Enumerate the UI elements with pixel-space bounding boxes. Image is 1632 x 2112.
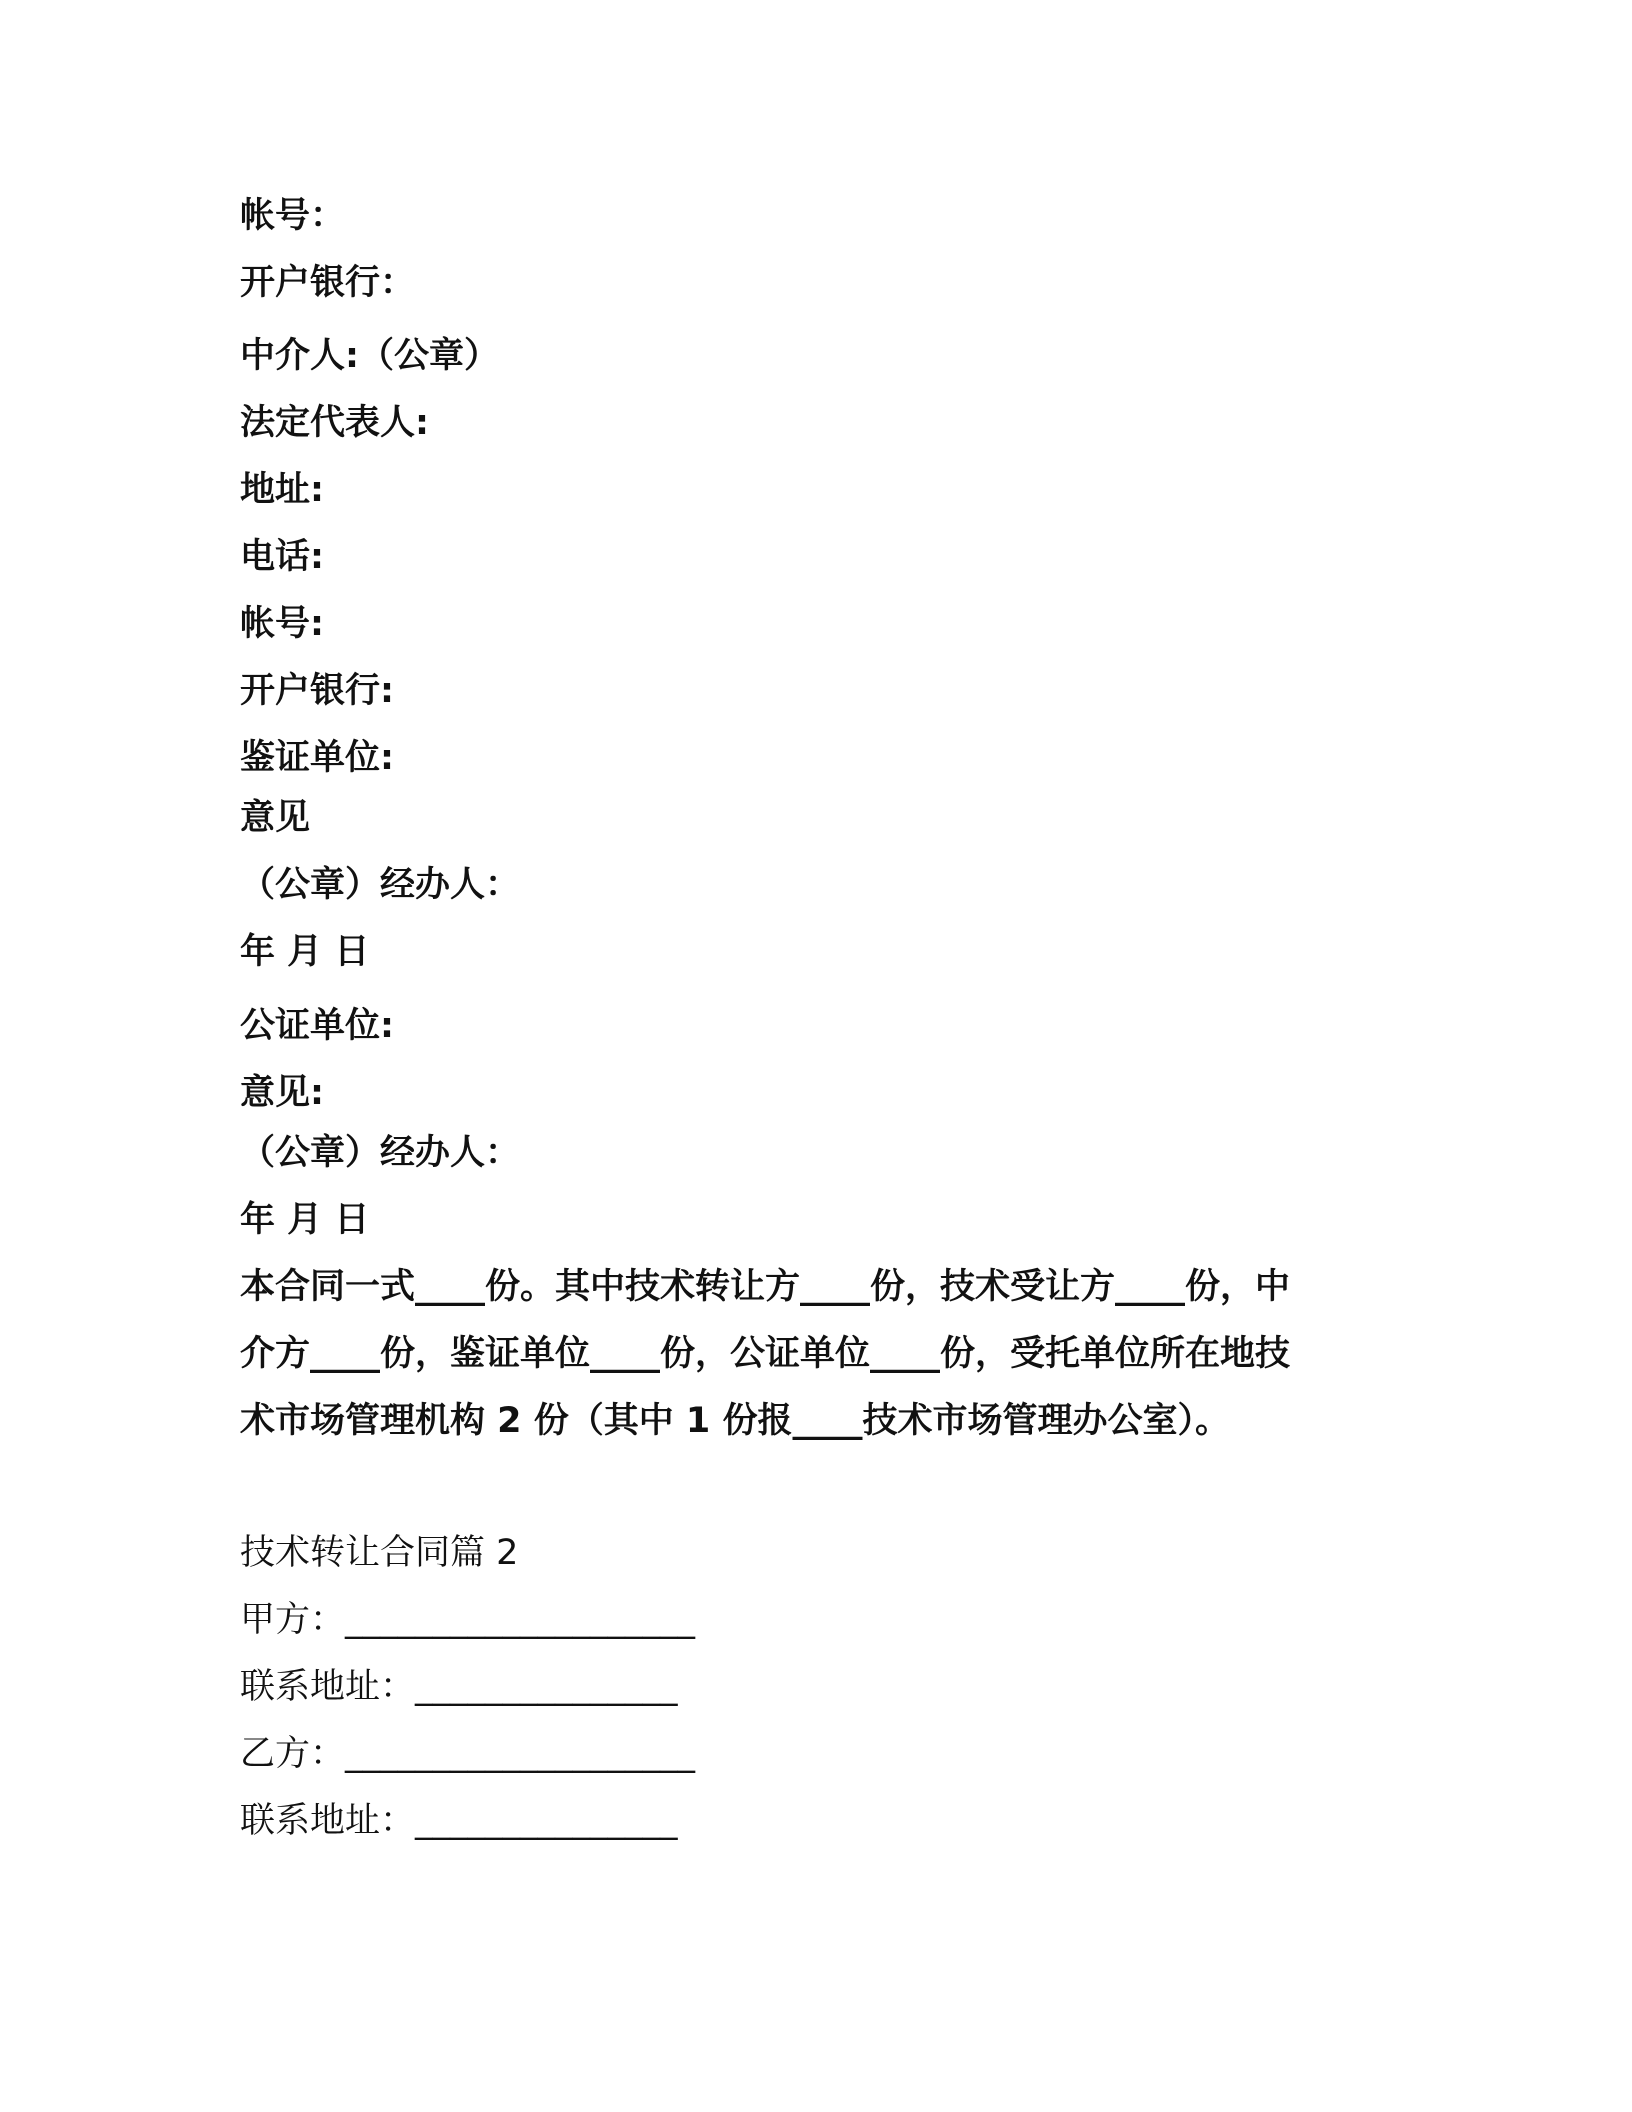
seal-handler-label-2: （公章）经办人： xyxy=(240,1133,521,1173)
account-label: 帐号： xyxy=(240,196,346,236)
party-a-address-field: 联系地址：_______________ xyxy=(240,1667,678,1707)
date-label: 年 月 日 xyxy=(240,932,370,972)
copies-line: 介方____份，鉴证单位____份，公证单位____份，受托单位所在地技 xyxy=(240,1334,1291,1374)
appraisal-unit-label: 鉴证单位: xyxy=(240,738,394,778)
opinion-label-2: 意见: xyxy=(240,1073,324,1113)
date-label-2: 年 月 日 xyxy=(240,1200,370,1240)
section-title: 技术转让合同篇 2 xyxy=(240,1533,519,1573)
intermediary-label: 中介人:（公章） xyxy=(240,336,499,376)
copies-line: 本合同一式____份。其中技术转让方____份，技术受让方____份，中 xyxy=(240,1267,1291,1307)
address-label: 地址: xyxy=(240,470,324,510)
legal-representative-label: 法定代表人: xyxy=(240,403,429,443)
bank-label: 开户银行： xyxy=(240,263,416,303)
phone-label: 电话: xyxy=(240,537,324,577)
copies-line: 术市场管理机构 2 份（其中 1 份报____技术市场管理办公室）。 xyxy=(240,1401,1230,1441)
party-b-address-field: 联系地址：_______________ xyxy=(240,1801,678,1841)
bank-label-2: 开户银行: xyxy=(240,671,394,711)
seal-handler-label: （公章）经办人： xyxy=(240,865,521,905)
account-label-2: 帐号: xyxy=(240,604,324,644)
opinion-label: 意见 xyxy=(240,798,311,838)
party-b-field: 乙方：____________________ xyxy=(240,1734,696,1774)
copies-paragraph xyxy=(240,1254,1390,1455)
notary-unit-label: 公证单位: xyxy=(240,1006,394,1046)
party-a-field: 甲方：____________________ xyxy=(240,1600,696,1640)
